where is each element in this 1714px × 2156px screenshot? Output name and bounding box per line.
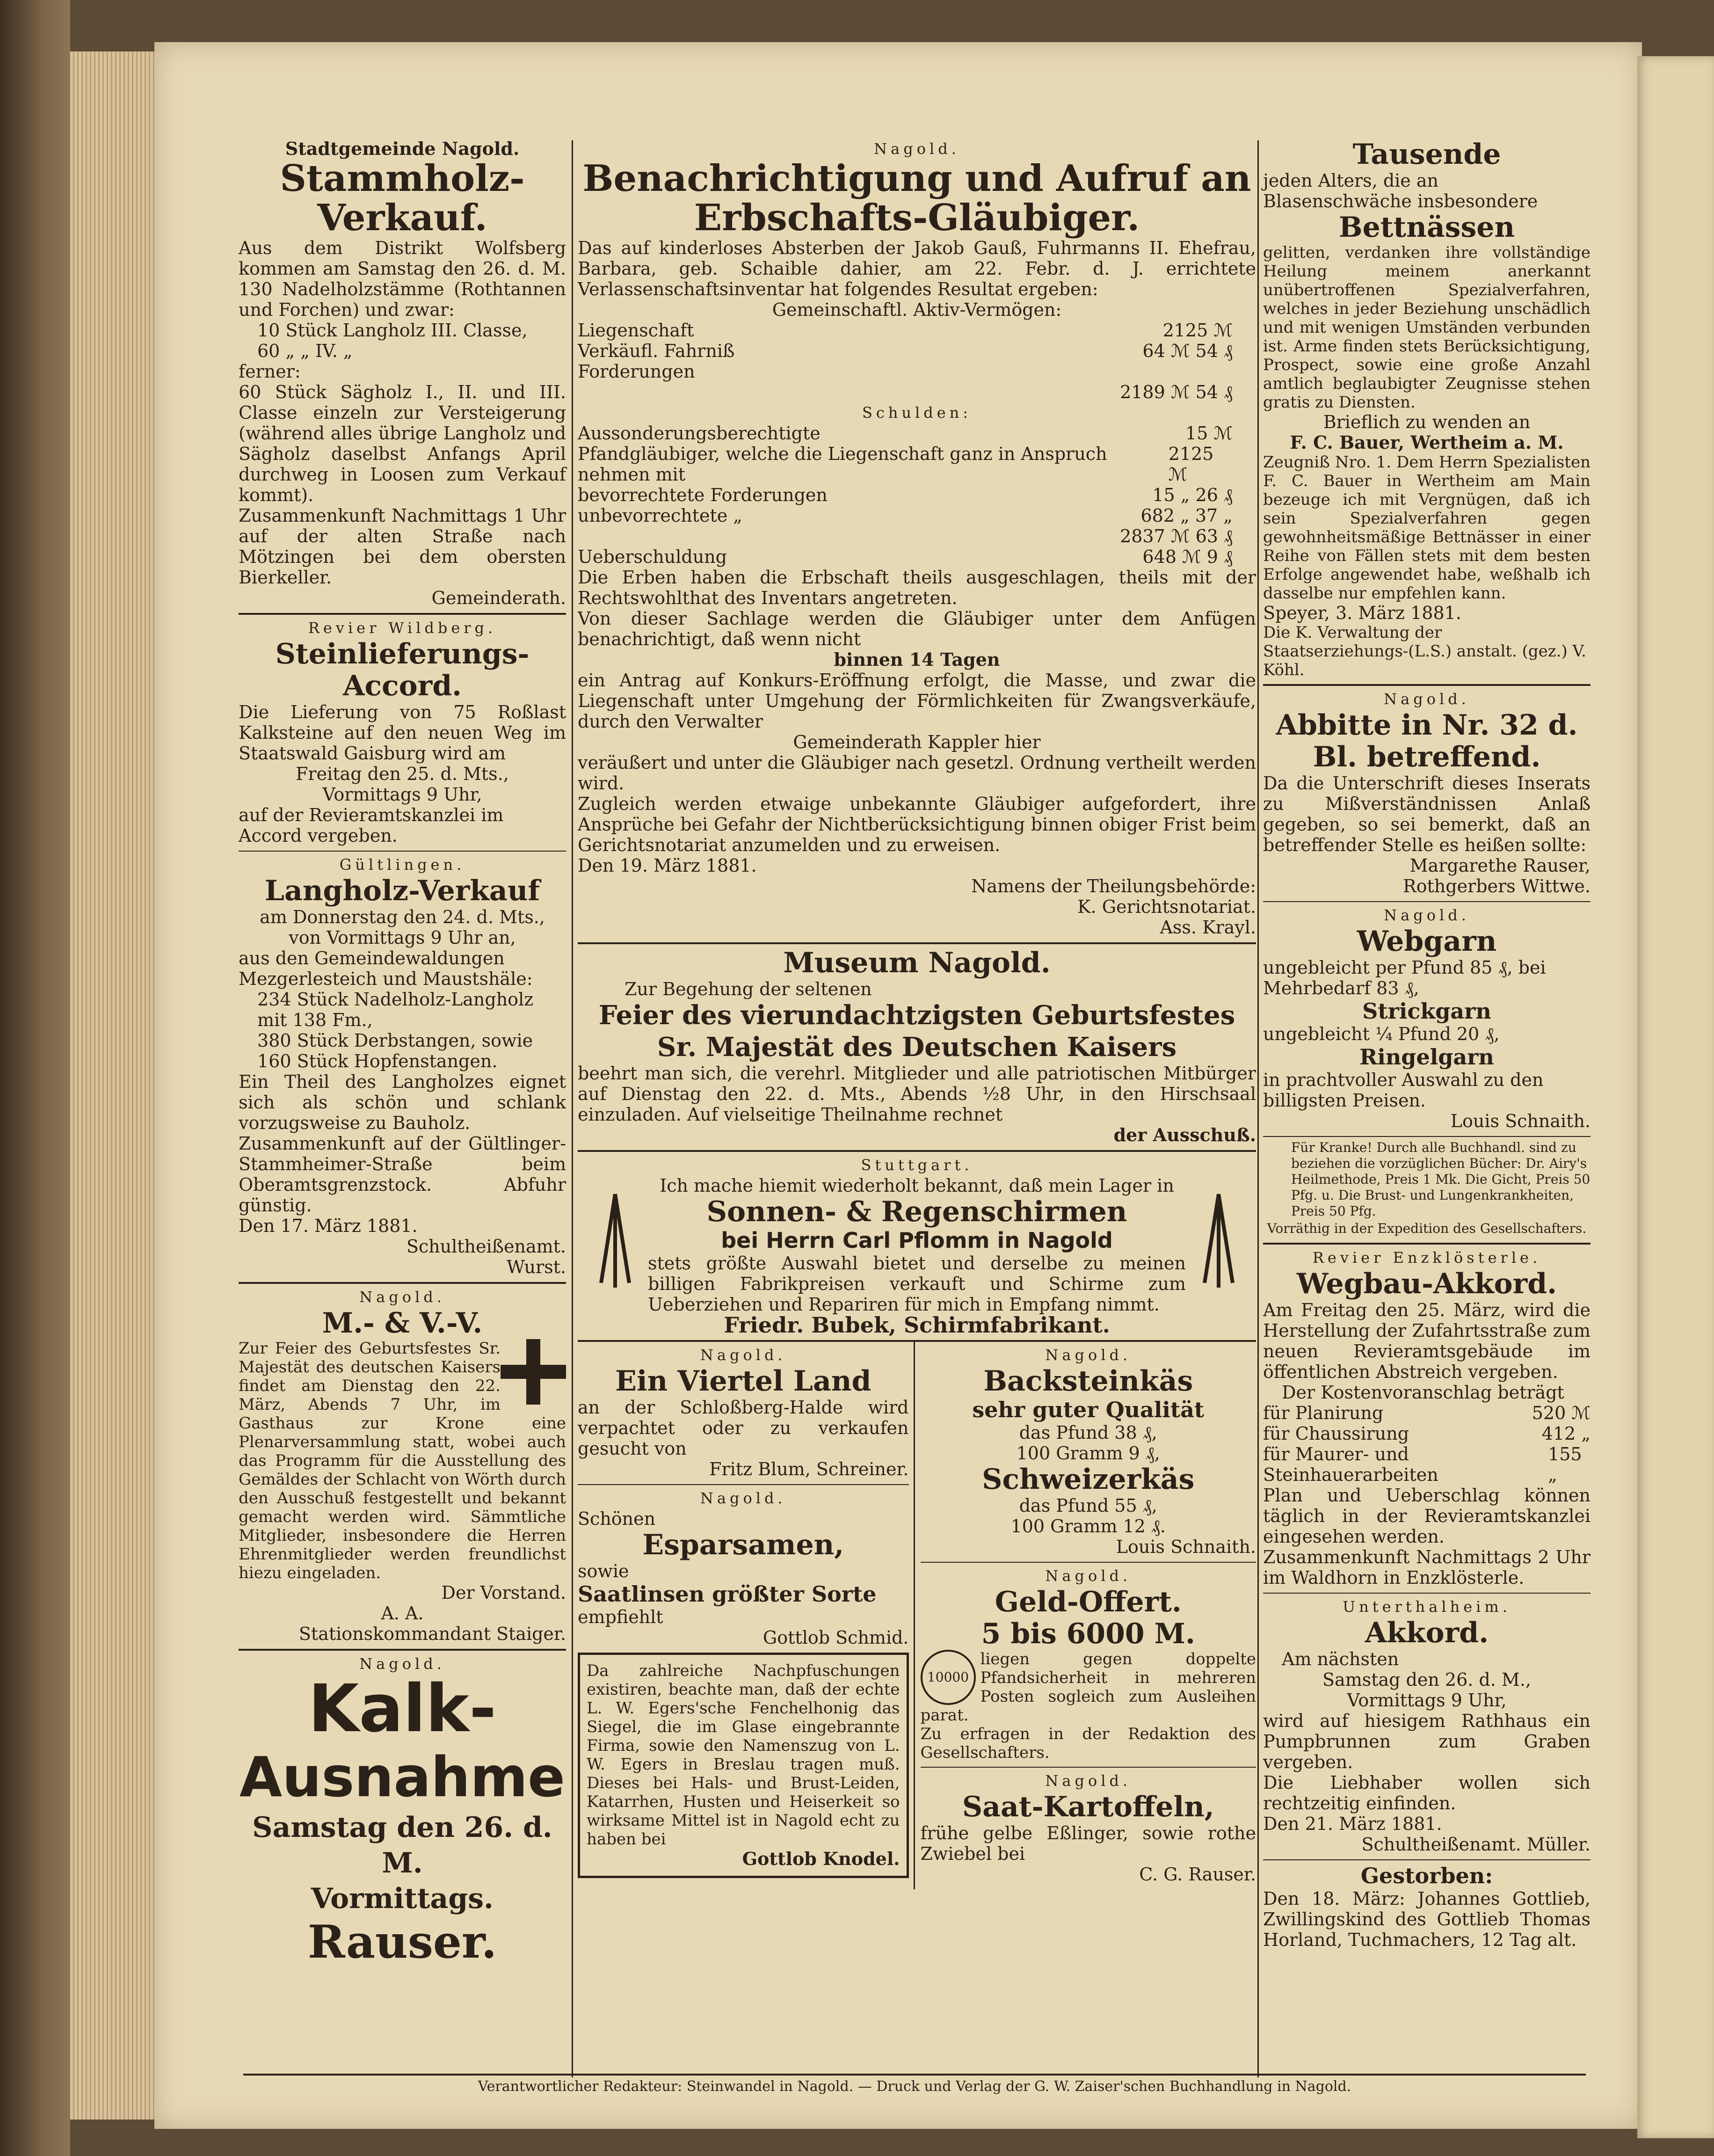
ad-title: Wegbau-Akkord. <box>1296 1267 1557 1300</box>
ad-title: Ringelgarn <box>1359 1044 1494 1070</box>
ad-head: Stadtgemeinde Nagold. <box>285 138 520 159</box>
ad-title: Langholz-Verkauf <box>264 874 540 907</box>
ad-line: Ich mache hiemit wiederholt bekannt, daß mein Lager in <box>660 1175 1174 1196</box>
ad-tail: auf der Revieramtskanzlei im Accord vergeben. <box>239 805 504 846</box>
ad-body: Von dieser Sachlage werden die Gläubiger unter dem Anfügen benachrichtigt, daß wenn nicht <box>578 608 1256 649</box>
ad-line: in prachtvoller Auswahl zu den billigsten Preisen. <box>1263 1070 1544 1111</box>
table-row <box>578 423 1233 444</box>
row-value: 64 ℳ 54 ₰ <box>1142 341 1233 361</box>
ad-signature: Louis Schnaith. <box>1450 1111 1591 1131</box>
row-value: 682 „ 37 „ <box>1140 505 1233 526</box>
row-value: 2125 ℳ <box>1168 444 1214 485</box>
ad-title: Saat-Kartoffeln, <box>962 1791 1214 1823</box>
ad-tail: Zu erfragen in der Redaktion des Gesellschafters. <box>920 1725 1256 1762</box>
table-row <box>578 485 1233 505</box>
ad-signature: Gemeinderath. <box>431 588 566 608</box>
ad-price: 100 Gramm 12 ₰. <box>1010 1516 1166 1537</box>
ad-signature: Der Vorstand. <box>441 1582 566 1603</box>
column-rule <box>1257 140 1259 2077</box>
ad-mv-vereinigung <box>239 1284 566 1651</box>
ad-signature: Namens der Theilungsbehörde: <box>971 876 1256 896</box>
ad-title: Saatlinsen größter Sorte <box>578 1581 877 1607</box>
adjacent-page <box>1637 56 1714 2138</box>
ad-title: Steinlieferungs-Accord. <box>275 638 530 702</box>
table-row <box>578 526 1233 546</box>
ad-subhead: Zur Begehung der seltenen <box>625 979 872 999</box>
ad-title: Ein Viertel Land <box>615 1365 872 1398</box>
ad-head: Nagold. <box>359 1655 445 1673</box>
ad-dateline: Speyer, 3. März 1881. <box>1263 603 1461 623</box>
ad-title: Webgarn <box>1357 925 1497 958</box>
ad-line: 60 „ „ IV. „ <box>257 341 353 361</box>
ad-head: Stuttgart. <box>861 1156 973 1174</box>
ad-stammholz <box>239 136 566 615</box>
ad-head: Unterthalheim. <box>1343 1598 1511 1616</box>
ad-head: Nagold. <box>359 1288 445 1306</box>
page-footer: Verantwortlicher Redakteur: Steinwandel in Nagold. — Druck und Verlag der G. W. Zaiser'schen Buchhandlung in Nagold. <box>243 2074 1586 2095</box>
ad-title: Museum Nagold. <box>783 947 1051 979</box>
sub-column-left <box>578 1342 915 1889</box>
money-bag-icon: 10000 <box>921 1650 976 1705</box>
ad-webgarn <box>1263 902 1591 1137</box>
ad-signature: Gottlob Knodel. <box>742 1848 900 1869</box>
umbrella-icon <box>587 1189 643 1292</box>
ad-viertel-land <box>578 1342 909 1485</box>
ad-title: Kalk- <box>308 1671 497 1747</box>
ad-signature: Friedr. Bubek, Schirmfabrikant. <box>724 1312 1110 1338</box>
ad-body: Die Erben haben die Erbschaft theils ausgeschlagen, theils mit der Rechtswohlthat des Inventars angetreten. <box>578 567 1256 608</box>
ad-signature: C. G. Rauser. <box>1139 1864 1256 1885</box>
ad-line: 60 Stück Sägholz I., II. und III. Classe einzeln zur Versteigerung (während alles übrige Langholz und Sägholz daselbst Anfangs April durchweg in Loosen zum Verkauf kommt). <box>239 382 566 505</box>
ad-line: Am nächsten <box>1282 1649 1399 1669</box>
ad-signature: A. A. <box>381 1603 424 1624</box>
ad-body: Die Liebhaber wollen sich rechtzeitig einfinden. <box>1263 1772 1591 1814</box>
ad-title: Backsteinkäs <box>983 1365 1193 1398</box>
ad-body: Da die Unterschrift dieses Inserats zu Mißverständnissen Anlaß gegeben, so sei bemerkt, daß an betreffender Stelle es heißen sollte: <box>1263 773 1591 855</box>
ad-signature: K. Gerichtsnotariat. <box>1077 896 1256 917</box>
ad-line: 380 Stück Derbstangen, sowie <box>257 1030 533 1051</box>
ad-body: Zugleich werden etwaige unbekannte Gläubiger aufgefordert, ihre Ansprüche bei Gefahr der Nichtberücksichtigung binnen obiger Frist beim Gerichtsnotariat anzumelden und zu erweisen. <box>578 794 1256 855</box>
ad-esparsamen <box>578 1485 909 1653</box>
ad-body: veräußert und unter die Gläubiger nach gesetzl. Ordnung vertheilt werden wird. <box>578 752 1256 794</box>
row-label: Ueberschuldung <box>578 546 727 567</box>
ad-line: empfiehlt <box>578 1607 663 1627</box>
ad-headline: Sr. Majestät des Deutschen Kaisers <box>657 1032 1177 1063</box>
ad-title: Gestorben: <box>1360 1863 1493 1888</box>
ad-kaese <box>921 1342 1256 1563</box>
ad-signature: Schultheißenamt. <box>406 1236 566 1257</box>
ad-head: Nagold. <box>874 140 960 158</box>
ad-line: Zusammenkunft auf der Gültlinger-Stammheimer-Straße beim Oberamtsgrenzstock. Abfuhr günstig. <box>239 1133 566 1216</box>
ad-title: Geld-Offert. <box>995 1586 1182 1618</box>
two-col-block <box>578 1342 1256 1889</box>
table-row <box>578 320 1233 341</box>
ad-body: Zusammenkunft Nachmittags 2 Uhr im Waldhorn in Enzklösterle. <box>1263 1547 1591 1588</box>
ad-kalk <box>239 1651 566 1973</box>
column-2 <box>578 136 1256 1889</box>
ad-body: an der Schloßberg-Halde wird verpachtet oder zu verkaufen gesucht von <box>578 1397 909 1459</box>
row-label: für Chaussirung <box>1263 1423 1409 1444</box>
row-value: 648 ℳ 9 ₰ <box>1142 546 1233 567</box>
ad-body: frühe gelbe Eßlinger, sowie rothe Zwiebel bei <box>920 1823 1256 1864</box>
ad-gestorben <box>1263 1860 1591 1955</box>
ad-steinlieferung <box>239 615 566 852</box>
ad-title: Benachrichtigung und Aufruf an Erbschafts-Gläubiger. <box>582 157 1251 239</box>
ad-body: Am Freitag den 25. März, wird die Herstellung der Zufahrtsstraße zum neuen Revieramtsgebäude im öffentlichen Abstreich vergeben. <box>1263 1300 1591 1382</box>
ad-time: Vormittags 9 Uhr, <box>322 784 482 805</box>
ad-signature: Schultheißenamt. Müller. <box>1361 1834 1591 1855</box>
ad-title: Bettnässen <box>1338 211 1515 244</box>
ad-deadline: binnen 14 Tagen <box>834 649 1000 670</box>
table-row <box>1263 1444 1591 1485</box>
row-value: 2189 ℳ 54 ₰ <box>1120 382 1233 402</box>
ad-line: ungebleicht ¼ Pfund 20 ₰, <box>1263 1024 1500 1044</box>
ad-body: Für Kranke! Durch alle Buchhandl. sind zu beziehen die vorzüglichen Bücher: Dr. Airy's Heilmethode, Preis 1 Mk. Die Gicht, Preis 50 Pfg. u. Die Brust- und Lungenkrankheiten, Preis 50 Pfg. <box>1291 1140 1591 1219</box>
row-value: 15 ℳ <box>1185 423 1233 444</box>
table-row <box>578 444 1233 485</box>
ad-title: Abbitte in Nr. 32 d. Bl. betreffend. <box>1276 709 1578 773</box>
ad-title: Akkord. <box>1365 1617 1489 1649</box>
ad-signature: Stationskommandant Staiger. <box>298 1624 566 1644</box>
ad-price: 100 Gramm 9 ₰, <box>1016 1443 1160 1464</box>
ad-price: das Pfund 38 ₰, <box>1019 1422 1157 1443</box>
ad-body: liegen gegen doppelte Pfandsicherheit in mehreren Posten sogleich zum Ausleihen parat. <box>920 1650 1256 1725</box>
ad-line: ferner: <box>239 361 301 382</box>
ad-head: Nagold. <box>1384 690 1470 708</box>
row-label: Pfandgläubiger, welche die Liegenschaft ganz in Anspruch nehmen mit <box>578 444 1107 485</box>
ad-body: Gemeinderath Kappler hier <box>793 732 1041 752</box>
ad-name: F. C. Bauer, Wertheim a. M. <box>1290 432 1564 453</box>
ad-line: aus den Gemeindewaldungen Mezgerlesteich und Maustshäle: <box>239 948 533 989</box>
ad-price: das Pfund 55 ₰, <box>1019 1495 1157 1516</box>
ad-line: 160 Stück Hopfenstangen. <box>257 1051 498 1071</box>
ad-head: Revier Enzklösterle. <box>1312 1249 1541 1267</box>
table-row <box>1263 1423 1591 1444</box>
ad-geld-offert <box>921 1563 1256 1768</box>
ad-subhead: Schulden: <box>862 404 972 422</box>
column-3 <box>1263 136 1591 1955</box>
ad-body: Ein Theil des Langholzes eignet sich als schön und schlank vorzugsweise zu Bauholz. <box>239 1071 566 1133</box>
ad-dateline: Den 19. März 1881. <box>578 855 757 876</box>
ad-line: ungebleicht per Pfund 85 ₰, bei Mehrbedarf 83 ₰, <box>1263 957 1546 998</box>
ad-title: Schweizerkäs <box>982 1463 1195 1496</box>
ad-body: Aus dem Distrikt Wolfsberg kommen am Samstag den 26. d. M. 130 Nadelholzstämme (Rothtannen und Forchen) und zwar: <box>239 238 566 320</box>
assets-table <box>578 320 1233 402</box>
ad-subhead: sehr guter Qualität <box>972 1397 1205 1422</box>
ad-signature: Wurst. <box>506 1257 566 1277</box>
ad-signature: Die K. Verwaltung der Staatserziehungs-(L.S.) anstalt. (gez.) V. Köhl. <box>1263 623 1586 679</box>
sub-column-right <box>915 1342 1256 1889</box>
ad-line: Zusammenkunft Nachmittags 1 Uhr auf der alten Straße nach Mötzingen bei dem obersten Bierkeller. <box>239 505 566 588</box>
ad-fuer-kranke <box>1263 1137 1591 1245</box>
ad-subhead: Der Kostenvoranschlag beträgt <box>1282 1382 1564 1403</box>
ad-title: Tausende <box>1352 138 1501 171</box>
ad-date: Freitag den 25. d. Mts., <box>296 764 509 784</box>
row-value: 520 ℳ <box>1532 1403 1591 1423</box>
table-row <box>578 546 1233 567</box>
row-value: 15 „ 26 ₰ <box>1152 485 1233 505</box>
ad-line: Brieflich zu wenden an <box>1323 412 1531 432</box>
ad-signature: Fritz Blum, Schreiner. <box>709 1459 909 1479</box>
row-value: 2837 ℳ 63 ₰ <box>1120 526 1233 546</box>
ad-abbitte <box>1263 686 1591 902</box>
ad-body: stets größte Auswahl bietet und derselbe zu meinen billigen Fabrikpreisen verkauft und Schirme zum Ueberziehen und Repariren für mich in Empfang nimmt. <box>648 1253 1186 1315</box>
ad-body: wird auf hiesigem Rathhaus ein Pumpbrunnen zum Graben vergeben. <box>1263 1711 1591 1772</box>
book-binding <box>0 0 70 2156</box>
ad-line: Samstag den 26. d. M., <box>1322 1669 1531 1690</box>
ad-bettnaessen <box>1263 136 1591 686</box>
ad-title: Sonnen- & Regenschirmen <box>706 1195 1127 1228</box>
ad-head: Nagold. <box>1045 1567 1132 1585</box>
ad-erbschaft <box>578 136 1256 944</box>
ad-signature: Rauser. <box>307 1916 497 1968</box>
ad-head: Nagold. <box>1045 1772 1132 1790</box>
umbrella-icon <box>1191 1189 1247 1292</box>
cost-table <box>1263 1403 1591 1485</box>
ad-line: jeden Alters, die an Blasenschwäche insbesondere <box>1263 170 1538 211</box>
ad-line: Vormittags. <box>311 1882 494 1915</box>
row-value: 2125 ℳ <box>1162 320 1233 341</box>
ad-schirme <box>578 1152 1256 1342</box>
ad-fenchelhonig <box>578 1653 909 1878</box>
debts-table <box>578 423 1233 567</box>
ad-body: Den 18. März: Johannes Gottlieb, Zwillingskind des Gottlieb Thomas Horland, Tuchmachers, 12 Tag alt. <box>1263 1888 1591 1950</box>
ad-dateline: Den 17. März 1881. <box>239 1216 418 1236</box>
ad-signature: Gottlob Schmid. <box>763 1627 909 1648</box>
ad-tail: Vorräthig in der Expedition des Gesellschafters. <box>1267 1221 1587 1236</box>
row-value: 155 „ <box>1548 1444 1582 1485</box>
ad-title: Esparsamen, <box>642 1529 844 1561</box>
ad-line: 234 Stück Nadelholz-Langholz mit 138 Fm., <box>257 989 534 1030</box>
ad-line: Vormittags 9 Uhr, <box>1347 1690 1507 1711</box>
table-row <box>578 382 1233 402</box>
ad-head: Nagold. <box>1384 906 1470 924</box>
ad-subhead: bei Herrn Carl Pflomm in Nagold <box>721 1228 1113 1253</box>
row-label: unbevorrechtete „ <box>578 505 742 526</box>
ad-time: von Vormittags 9 Uhr an, <box>289 927 516 948</box>
ad-dateline: Den 21. März 1881. <box>1263 1814 1442 1834</box>
ad-wegbau <box>1263 1245 1591 1594</box>
ad-body: ein Antrag auf Konkurs-Eröffnung erfolgt, die Masse, und zwar die Liegenschaft unter Umgehung der Förmlichkeiten für Zwangsverkäufe, durch den Verwalter <box>578 670 1256 732</box>
row-label: Aussonderungsberechtigte <box>578 423 821 444</box>
ad-head: Nagold. <box>700 1346 786 1364</box>
ad-line: Samstag den 26. d. M. <box>252 1811 552 1879</box>
table-row <box>578 505 1233 526</box>
ad-title: Ausnahme <box>239 1745 566 1809</box>
ad-testimonial: Zeugniß Nro. 1. Dem Herrn Spezialisten F. C. Bauer in Wertheim am Main bezeuge ich mit Vergnügen, daß ich sein Spezialverfahren gegen gewohnheitsmäßige Bettnässer in einer Reihe von Fällen stets mit dem besten Erfolge angewendet habe, weßhalb ich dasselbe nur empfehlen kann. <box>1263 453 1591 603</box>
ad-title: Stammholz-Verkauf. <box>280 157 525 239</box>
ad-body: gelitten, verdanken ihre vollständige Heilung meinem anerkannt unübertroffenen Spezialverfahren, welches in jeder Beziehung unschädlich und mit wenigen Umständen verbunden ist. Arme finden stets Berücksichtigung, Prospect, sowie eine große Anzahl amtlich beglaubigter Zeugnisse stehen gratis zu Diensten. <box>1263 243 1591 412</box>
row-value: 412 „ <box>1541 1423 1591 1444</box>
ad-subhead: Gemeinschaftl. Aktiv-Vermögen: <box>772 299 1062 320</box>
ad-akkord <box>1263 1594 1591 1860</box>
ad-title: Strickgarn <box>1362 998 1491 1024</box>
ad-signature: Ass. Krayl. <box>1160 917 1256 938</box>
ad-saat-kartoffeln <box>921 1768 1256 1889</box>
ad-head: Nagold. <box>1045 1346 1132 1364</box>
ad-amount: 5 bis 6000 M. <box>981 1617 1195 1650</box>
ad-line: sowie <box>578 1561 629 1581</box>
ad-title: M.- & V.-V. <box>322 1307 483 1340</box>
row-label: Verkäufl. Fahrniß <box>578 341 735 361</box>
ad-museum <box>578 944 1256 1152</box>
ad-langholz <box>239 852 566 1284</box>
ad-line: 10 Stück Langholz III. Classe, <box>257 320 528 341</box>
ad-signature: Margarethe Rauser, <box>1409 855 1591 876</box>
row-label: Forderungen <box>578 361 695 382</box>
column-1 <box>239 136 566 1973</box>
ad-body: Das auf kinderloses Absterben der Jakob Gauß, Fuhrmanns II. Ehefrau, Barbara, geb. Schaible dahier, am 22. Febr. d. J. errichtete Verlassenschaftsinventar hat folgendes Resultat ergeben: <box>578 238 1256 299</box>
table-row <box>578 361 1233 382</box>
ad-head: Revier Wildberg. <box>308 619 497 637</box>
ad-signature: Louis Schnaith. <box>1116 1537 1256 1557</box>
ad-head: Gültlingen. <box>339 856 465 874</box>
ad-body: Da zahlreiche Nachpfuschungen existiren, beachte man, daß der echte L. W. Egers'sche Fenchelhonig das Siegel, die im Glase eingebrannte Firma, sowie den Namenszug von L. W. Egers in Breslau tragen muß. Dieses bei Hals- und Brust-Leiden, Katarrhen, Husten und Heiserkeit so wirksame Mittel ist in Nagold echt zu haben bei <box>587 1661 900 1849</box>
ad-headline: Feier des vierundachtzigsten Geburtsfestes <box>598 1000 1235 1031</box>
table-row <box>578 341 1233 361</box>
row-label: Liegenschaft <box>578 320 694 341</box>
table-row <box>1263 1403 1591 1423</box>
iron-cross-icon <box>501 1339 566 1405</box>
ad-head: Nagold. <box>700 1489 786 1507</box>
ad-date: am Donnerstag den 24. d. Mts., <box>260 907 545 927</box>
ad-body: Plan und Ueberschlag können täglich in der Revieramtskanzlei eingesehen werden. <box>1263 1485 1591 1547</box>
ad-body: beehrt man sich, die verehrl. Mitglieder und alle patriotischen Mitbürger auf Dienstag den 22. d. Mts., Abends ½8 Uhr, in den Hirschsaal einzuladen. Auf vielseitige Theilnahme rechnet <box>578 1063 1256 1125</box>
row-label: bevorrechtete Forderungen <box>578 485 828 505</box>
ad-signature: Rothgerbers Wittwe. <box>1403 876 1591 896</box>
ad-signature: der Ausschuß. <box>1113 1124 1256 1145</box>
ad-subhead: Schönen <box>578 1508 656 1529</box>
row-label: für Maurer- und Steinhauerarbeiten <box>1263 1444 1438 1485</box>
column-rule <box>572 140 573 2077</box>
ad-body: Zur Feier des Geburtsfestes Sr. Majestät des deutschen Kaisers findet am Dienstag den 22. März, Abends 7 Uhr, im Gasthaus zur Krone eine Plenarversammlung statt, wobei auch das Programm für die Ausstellung des Gemäldes der Schlacht von Wörth durch den Ausschuß festgestellt und bekannt gemacht werden wird. Sämmtliche Mitglieder, insbesondere die Herren Ehrenmitglieder werden freundlichst hiezu eingeladen. <box>239 1339 566 1582</box>
row-label: für Planirung <box>1263 1403 1384 1423</box>
ad-body: Die Lieferung von 75 Roßlast Kalksteine auf den neuen Weg im Staatswald Gaisburg wird am <box>239 702 566 764</box>
